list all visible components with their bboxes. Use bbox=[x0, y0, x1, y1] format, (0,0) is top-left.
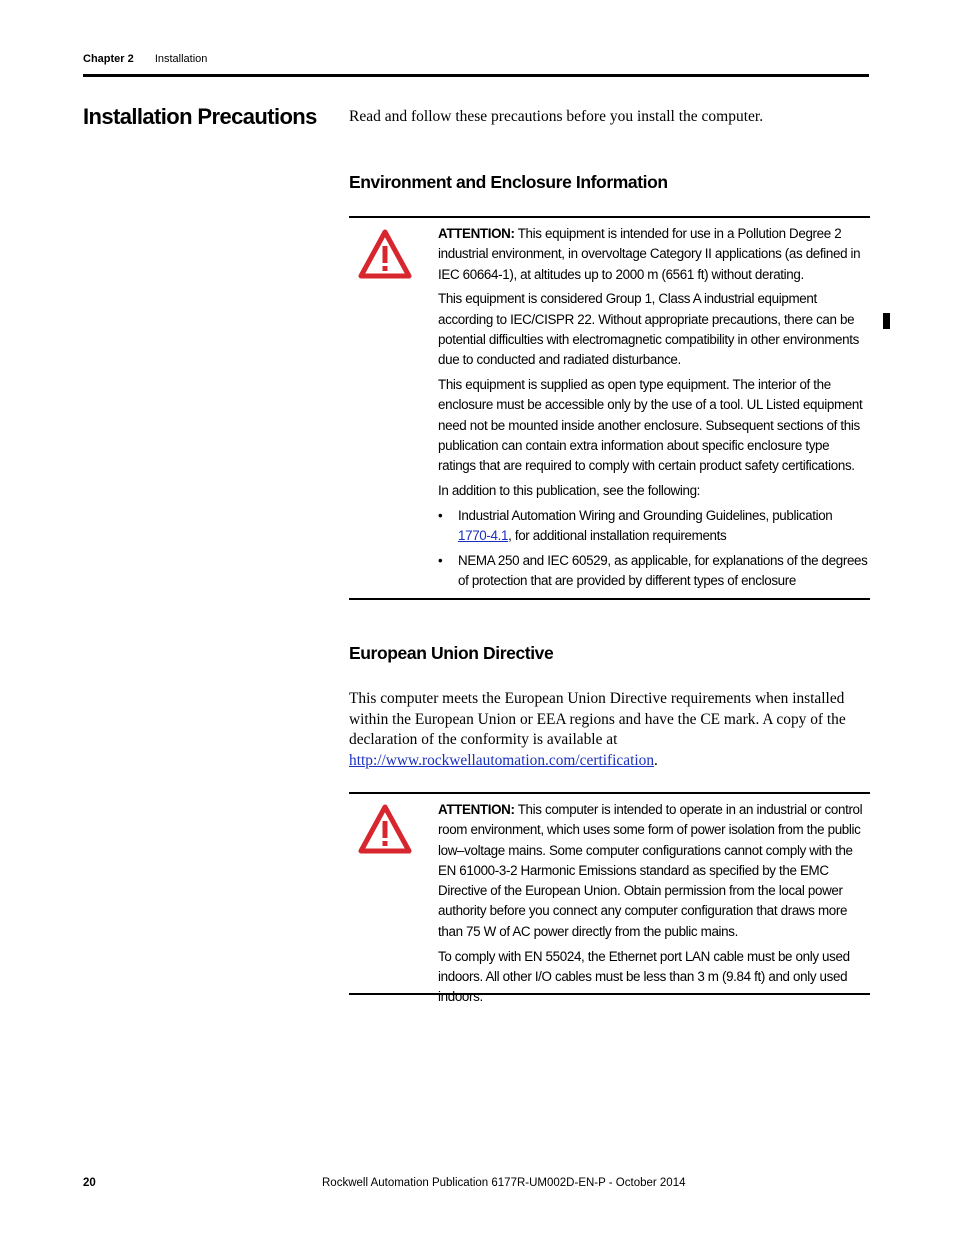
list-item bbox=[438, 551, 868, 592]
environment-attention-content bbox=[438, 224, 868, 596]
eu-attention-paragraph bbox=[438, 800, 868, 942]
eu-attention-content bbox=[438, 800, 868, 1012]
page-number: 20 bbox=[83, 1177, 96, 1189]
eu-paragraph-end: . bbox=[654, 751, 658, 769]
eu-paragraph bbox=[349, 689, 871, 771]
running-header bbox=[83, 53, 207, 65]
eu-attention-box bbox=[349, 792, 870, 1005]
publication-link[interactable]: 1770-4.1 bbox=[458, 528, 509, 544]
chapter-label: Chapter 2 bbox=[83, 53, 134, 65]
environment-para-4: In addition to this publication, see the following: bbox=[438, 483, 701, 499]
environment-heading: Environment and Enclosure Information bbox=[349, 172, 668, 192]
environment-para-2: This equipment is considered Group 1, Class A industrial equipment according to IEC/CISPR 22. Without appropriate precautions, there can be potential difficulties with electromagnetic compatibility in other environments due to conducted and radiated disturbance. bbox=[438, 291, 859, 368]
bullet-text: Industrial Automation Wiring and Grounding Guidelines, publication bbox=[458, 507, 833, 523]
reference-list bbox=[438, 506, 868, 592]
intro-paragraph: Read and follow these precautions before you install the computer. bbox=[349, 108, 764, 125]
change-bar bbox=[883, 313, 890, 329]
bullet: • bbox=[438, 552, 443, 568]
warning-triangle-icon bbox=[358, 804, 412, 854]
bullet-text-end: , for additional installation requirements bbox=[508, 528, 727, 544]
eu-directive-heading: European Union Directive bbox=[349, 643, 554, 663]
eu-paragraph-text: This computer meets the European Union Directive requirements when installed within the European Union or EEA regions and have the CE mark. A copy of the declaration of the conformity is available at bbox=[349, 690, 846, 748]
section-label: Installation bbox=[154, 53, 208, 65]
environment-attention-box bbox=[349, 216, 870, 600]
eu-attention-para-2: To comply with EN 55024, the Ethernet port LAN cable must be only used indoors. All other I/O cables must be less than 3 m (9.84 ft) and only used indoors. bbox=[438, 948, 850, 1005]
attention-label: ATTENTION: bbox=[438, 802, 515, 817]
bullet-text: NEMA 250 and IEC 60529, as applicable, for explanations of the degrees of protection that are provided by different types of enclosure bbox=[458, 552, 868, 589]
environment-para-3: This equipment is supplied as open type equipment. The interior of the enclosure must be accessible only by the use of a tool. UL Listed equipment need not be mounted inside another enclosure. Subsequent sections of this publication can contain extra information about specific enclosure type ratings that are required to comply with certain product safety certifications. bbox=[438, 377, 863, 474]
page-title: Installation Precautions bbox=[83, 104, 317, 129]
attention-label: ATTENTION: bbox=[438, 226, 515, 241]
attention-text: This computer is intended to operate in an industrial or control room environment, which uses some form of power isolation from the public low–voltage mains. Some computer configurations cannot comply with the EN 61000-3-2 Harmonic Emissions standard as specified by the EMC Directive of the European Union. Obtain permission from the local power authority before you connect any computer configuration that draws more than 75 W of AC power directly from the public mains. bbox=[438, 802, 863, 939]
list-item bbox=[438, 506, 868, 547]
bullet: • bbox=[438, 507, 443, 523]
attention-text: This equipment is intended for use in a Pollution Degree 2 industrial environment, in overvoltage Category II applications (as defined in IEC 60664-1), at altitudes up to 2000 m (6561 ft) without derating. bbox=[438, 226, 861, 282]
warning-triangle-icon bbox=[358, 229, 412, 279]
environment-attention-paragraph bbox=[438, 224, 868, 285]
publication-info: Rockwell Automation Publication 6177R-UM002D-EN-P - October 2014 bbox=[322, 1177, 686, 1189]
certification-link[interactable]: http://www.rockwellautomation.com/certification bbox=[349, 751, 655, 769]
header-rule bbox=[83, 74, 869, 77]
